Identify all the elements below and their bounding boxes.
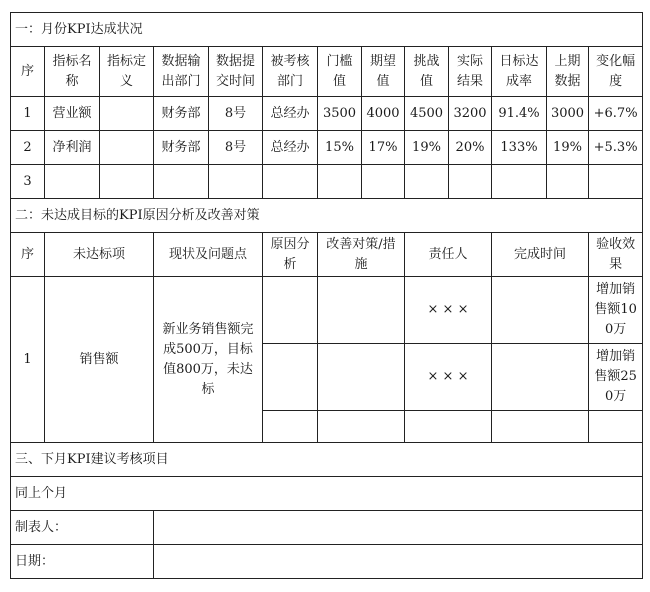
- table-cell: [492, 411, 589, 443]
- table-cell: [492, 277, 589, 344]
- table-cell: 4500: [405, 97, 449, 131]
- table-cell: 财务部: [154, 131, 209, 165]
- table-cell: 91.4%: [492, 97, 547, 131]
- table-cell: 3000: [547, 97, 589, 131]
- header-cell: 数据输出部门: [154, 47, 209, 97]
- table-cell: [318, 277, 405, 344]
- header-cell: 期望值: [362, 47, 405, 97]
- header-cell: 数据提交时间: [209, 47, 263, 97]
- header-cell: 完成时间: [492, 233, 589, 277]
- table-cell: 20%: [449, 131, 492, 165]
- table-cell: [209, 165, 263, 199]
- section2-title: 二：未达成目标的KPI原因分析及改善对策: [11, 199, 643, 233]
- section2-header-row: [11, 233, 643, 277]
- table-cell: [492, 165, 547, 199]
- table-cell: × × ×: [405, 344, 492, 411]
- header-cell: 原因分析: [263, 233, 318, 277]
- table-cell: 总经办: [263, 97, 318, 131]
- header-cell: 改善对策/措施: [318, 233, 405, 277]
- table-row: [11, 277, 643, 344]
- table-cell: 财务部: [154, 97, 209, 131]
- table-cell: 新业务销售额完成500万，目标值800万，未达标: [154, 277, 263, 443]
- table-cell: 营业额: [45, 97, 100, 131]
- header-cell: 日标达成率: [492, 47, 547, 97]
- kpi-report-sheet: [10, 12, 642, 579]
- table-cell: +5.3%: [589, 131, 643, 165]
- table-cell: [100, 165, 154, 199]
- table-cell: [449, 165, 492, 199]
- header-cell: 指标名称: [45, 47, 100, 97]
- table-cell: [547, 165, 589, 199]
- table-cell: [318, 344, 405, 411]
- table-cell: 17%: [362, 131, 405, 165]
- table-cell: [263, 277, 318, 344]
- table-cell: 8号: [209, 131, 263, 165]
- table-cell: 总经办: [263, 131, 318, 165]
- table-cell: 销售额: [45, 277, 154, 443]
- table-cell: 1: [11, 277, 45, 443]
- table-cell: 15%: [318, 131, 362, 165]
- table-cell: 3: [11, 165, 45, 199]
- table-cell: 1: [11, 97, 45, 131]
- table-cell: [405, 165, 449, 199]
- table-cell: 2: [11, 131, 45, 165]
- table-cell: 133%: [492, 131, 547, 165]
- table-row: [11, 165, 643, 199]
- header-cell: 挑战值: [405, 47, 449, 97]
- section3-title: 三、下月KPI建议考核项目: [11, 443, 643, 477]
- table-cell: 19%: [405, 131, 449, 165]
- header-cell: 序: [11, 47, 45, 97]
- table-cell: [362, 165, 405, 199]
- table-cell: 3200: [449, 97, 492, 131]
- table-cell: 3500: [318, 97, 362, 131]
- table-cell: [589, 165, 643, 199]
- header-cell: 被考核部门: [263, 47, 318, 97]
- table-cell: 增加销售额250万: [589, 344, 643, 411]
- table-cell: 8号: [209, 97, 263, 131]
- table-row: [11, 97, 643, 131]
- table-cell: [589, 411, 643, 443]
- header-cell: 序: [11, 233, 45, 277]
- table-cell: [318, 165, 362, 199]
- section3-content: 同上个月: [11, 477, 643, 511]
- header-cell: 实际结果: [449, 47, 492, 97]
- section1-header-row: [11, 47, 643, 97]
- table-cell: 增加销售额100万: [589, 277, 643, 344]
- table-cell: [100, 97, 154, 131]
- maker-label: 制表人：: [11, 511, 154, 545]
- header-cell: 未达标项: [45, 233, 154, 277]
- table-cell: × × ×: [405, 277, 492, 344]
- header-cell: 验收效果: [589, 233, 643, 277]
- table-cell: [263, 165, 318, 199]
- header-cell: 现状及问题点: [154, 233, 263, 277]
- maker-value: [154, 511, 643, 545]
- kpi-report-table: [10, 12, 643, 579]
- date-value: [154, 545, 643, 579]
- table-row: [11, 131, 643, 165]
- table-cell: +6.7%: [589, 97, 643, 131]
- header-cell: 上期数据: [547, 47, 589, 97]
- header-cell: 指标定义: [100, 47, 154, 97]
- table-cell: [318, 411, 405, 443]
- table-cell: 净利润: [45, 131, 100, 165]
- header-cell: 变化幅度: [589, 47, 643, 97]
- table-cell: [263, 344, 318, 411]
- table-cell: [263, 411, 318, 443]
- table-cell: [492, 344, 589, 411]
- date-label: 日期：: [11, 545, 154, 579]
- section1-title: 一：月份KPI达成状况: [11, 13, 643, 47]
- table-cell: [45, 165, 100, 199]
- table-cell: [405, 411, 492, 443]
- table-cell: [100, 131, 154, 165]
- table-cell: 4000: [362, 97, 405, 131]
- header-cell: 责任人: [405, 233, 492, 277]
- table-cell: 19%: [547, 131, 589, 165]
- table-cell: [154, 165, 209, 199]
- header-cell: 门槛值: [318, 47, 362, 97]
